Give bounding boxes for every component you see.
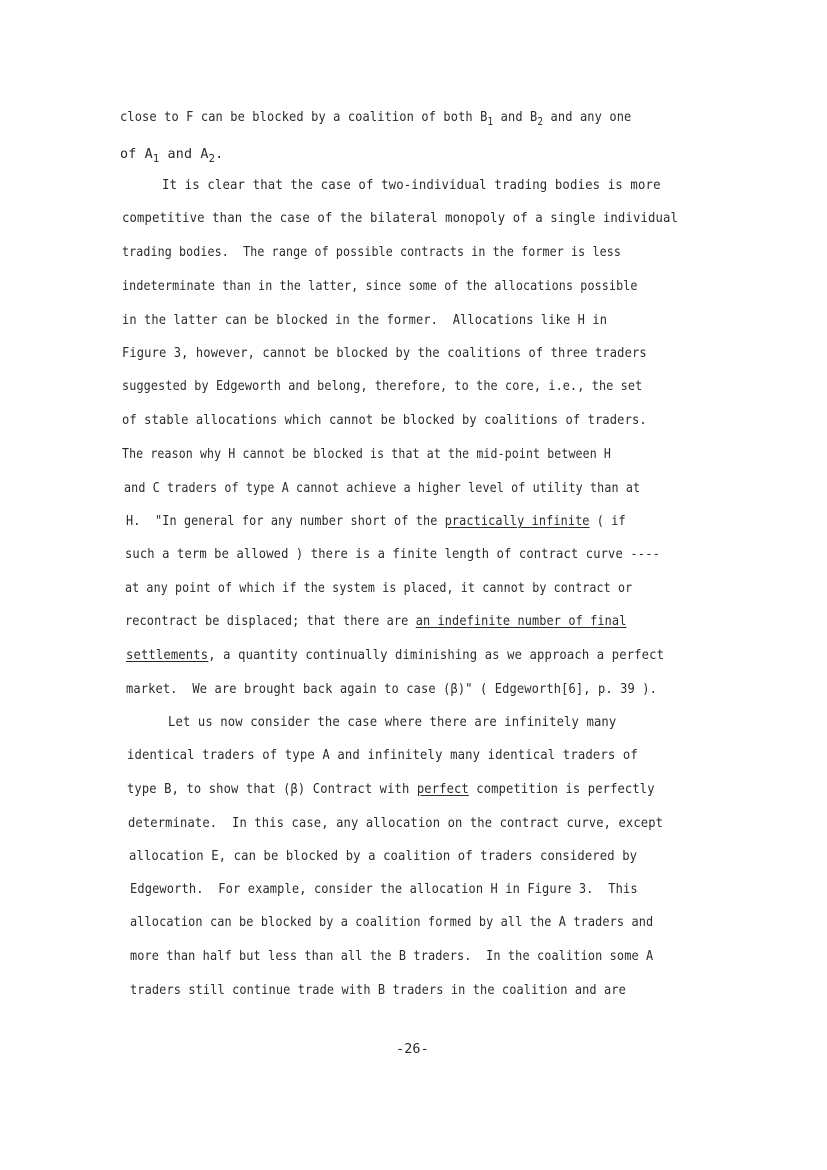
text-line	[122, 277, 638, 297]
text-span: , a quantity continually diminishing as we approach a perfect	[208, 648, 665, 663]
text-span: of stable allocations which cannot be blocked by coalitions of traders.	[122, 413, 647, 428]
text-line	[125, 545, 660, 565]
underlined-text: practically infinite	[444, 514, 590, 529]
page-number: -26-	[396, 1042, 429, 1057]
text-line	[125, 579, 632, 599]
text-span: traders still continue trade with B traders in the coalition and are	[130, 983, 626, 998]
text-line	[125, 612, 626, 632]
text-line	[130, 981, 626, 1001]
text-span: identical traders of type A and infinitely many identical traders of	[127, 748, 638, 763]
text-span: in the latter can be blocked in the former. Allocations like H in	[122, 313, 608, 328]
text-span: determinate. In this case, any allocation on the contract curve, except	[128, 816, 664, 831]
text-line	[122, 445, 611, 465]
text-line	[168, 713, 616, 733]
text-span: Edgeworth. For example, consider the allocation H in Figure 3. This	[130, 882, 638, 897]
text-span: and B	[493, 110, 538, 125]
text-span: recontract be displaced; that there are	[125, 614, 416, 629]
text-span: .	[215, 147, 224, 162]
subscript: 2	[208, 153, 216, 165]
text-span: It is clear that the case of two-individual trading bodies is more	[162, 178, 661, 193]
text-line	[122, 209, 678, 229]
text-span: and C traders of type A cannot achieve a higher level of utility than at	[124, 481, 641, 496]
text-span: suggested by Edgeworth and belong, therefore, to the core, i.e., the set	[122, 379, 643, 394]
text-span: allocation can be blocked by a coalition formed by all the A traders and	[130, 915, 654, 930]
text-span: indeterminate than in the latter, since some of the allocations possible	[122, 279, 638, 294]
text-span: market. We are brought back again to case (β)" ( Edgeworth[6], p. 39 ).	[126, 682, 657, 697]
text-span: The reason why H cannot be blocked is that at the mid-point between H	[122, 447, 611, 462]
text-line	[122, 411, 647, 431]
text-line	[130, 947, 653, 967]
text-line	[128, 814, 663, 834]
text-span: type B, to show that (β) Contract with	[127, 782, 417, 797]
text-line	[130, 913, 653, 933]
text-span: competitive than the case of the bilateral monopoly of a single individual	[122, 211, 679, 226]
text-line	[127, 746, 638, 766]
text-line	[126, 646, 664, 666]
text-line	[120, 145, 223, 165]
text-line	[122, 377, 642, 397]
text-span: Figure 3, however, cannot be blocked by the coalitions of three traders	[122, 346, 647, 361]
text-span: ( if	[589, 514, 626, 529]
text-line	[126, 512, 626, 532]
text-span: more than half but less than all the B traders. In the coalition some A	[130, 949, 654, 964]
text-span: H. "In general for any number short of the	[126, 514, 445, 529]
text-span: trading bodies. The range of possible contracts in the former is less	[122, 245, 621, 260]
text-line	[129, 847, 637, 867]
text-span: of A	[120, 147, 153, 162]
text-line	[124, 479, 640, 499]
text-span: allocation E, can be blocked by a coalition of traders considered by	[129, 849, 638, 864]
text-line	[122, 311, 607, 331]
text-span: Let us now consider the case where there are infinitely many	[168, 715, 617, 730]
subscript: 1	[152, 153, 160, 165]
underlined-text: an indefinite number of final	[415, 614, 627, 629]
text-line	[130, 880, 638, 900]
text-line	[126, 680, 657, 700]
text-line	[122, 344, 647, 364]
underlined-text: perfect	[416, 782, 469, 797]
text-span: at any point of which if the system is placed, it cannot by contract or	[125, 581, 633, 596]
subscript: 1	[487, 116, 494, 128]
text-span: competition is perfectly	[468, 782, 655, 797]
text-line	[120, 108, 631, 128]
text-line	[127, 780, 655, 800]
subscript: 2	[537, 116, 544, 128]
text-line	[162, 176, 661, 196]
underlined-text: settlements	[126, 648, 209, 663]
text-span: close to F can be blocked by a coalition of both B	[120, 110, 488, 125]
text-span: such a term be allowed ) there is a finite length of contract curve ----	[125, 547, 661, 562]
text-span: and any one	[543, 110, 632, 125]
text-line	[122, 243, 621, 263]
text-span: and A	[159, 147, 209, 162]
